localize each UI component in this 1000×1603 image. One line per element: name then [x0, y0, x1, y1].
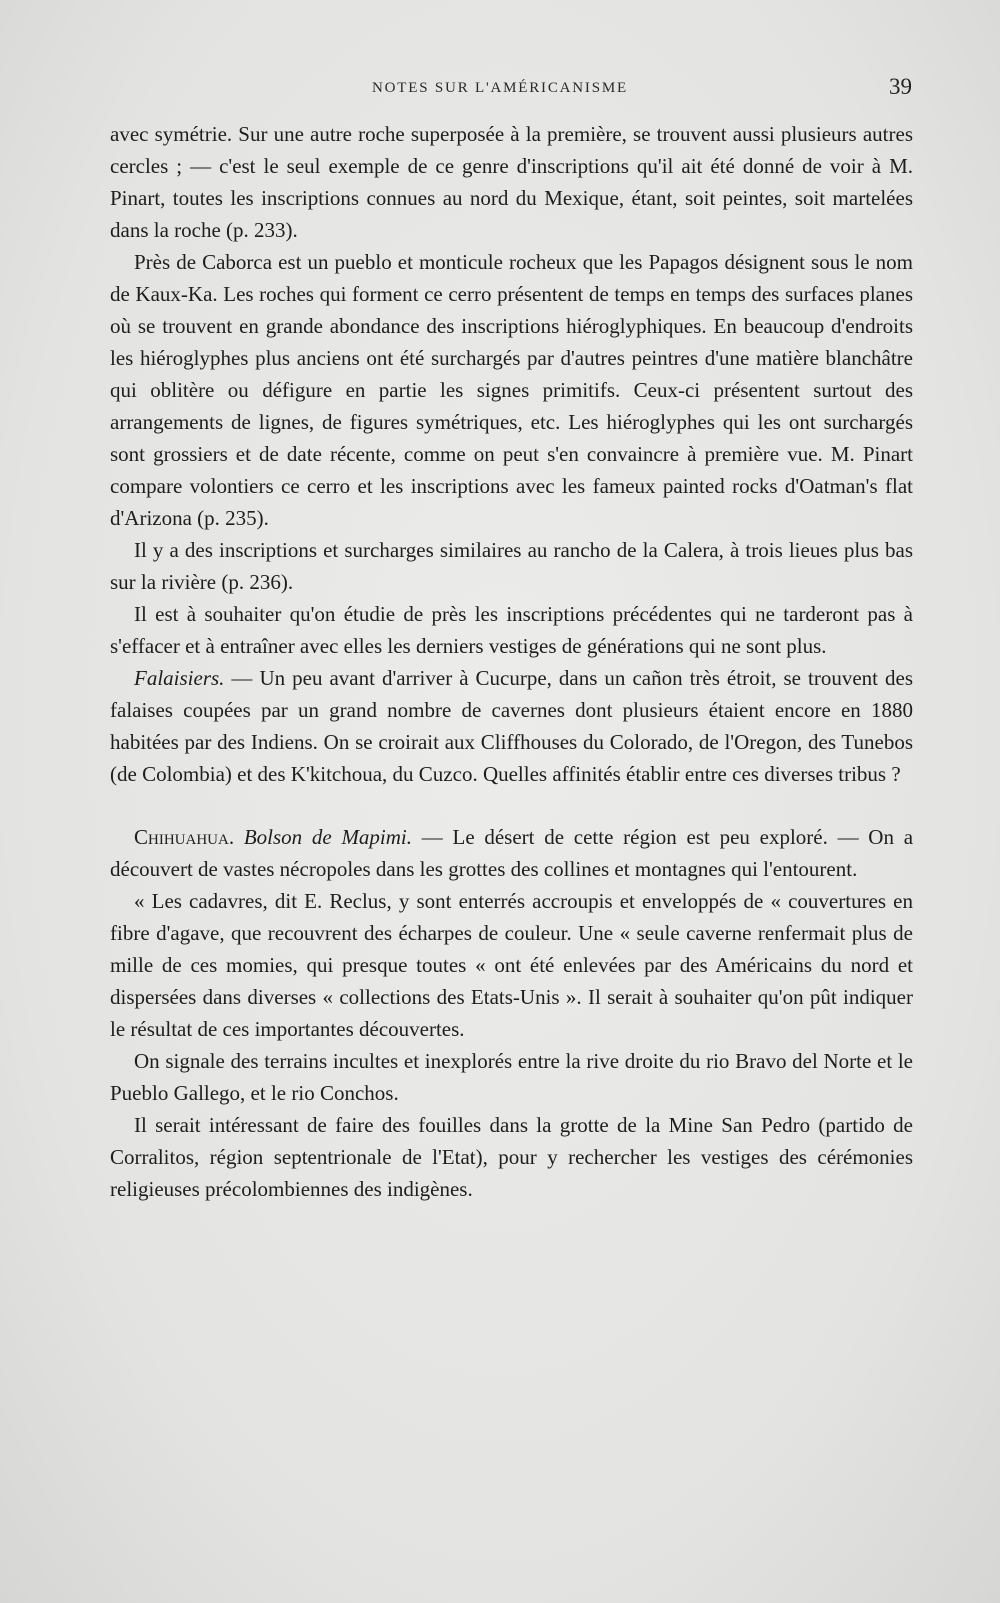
paragraph: Il y a des inscriptions et surcharges similaires au rancho de la Calera, à trois lieues plus bas sur la rivière (p. 236). [110, 538, 913, 594]
paragraph: On signale des terrains incultes et inexplorés entre la rive droite du rio Bravo del Norte et le Pueblo Gallego, et le rio Conchos. [110, 1049, 913, 1105]
paragraph: avec symétrie. Sur une autre roche superposée à la première, se trouvent aussi plusieurs autres cercles ; — c'est le seul exemple de ce genre d'inscriptions qu'il ait été donné de voir à M. Pinart, toutes les inscriptions connues au nord du Mexique, étant, soit peintes, soit martelées dans la roche (p. 233). [110, 122, 913, 242]
running-head [0, 74, 1000, 102]
paragraph-quotation: « Les cadavres, dit E. Reclus, y sont enterrés accroupis et enveloppés de « couvertures en fibre d'agave, que recouvrent des écharpes de couleur. Une « seule caverne renfermait plus de mille de ces momies, qui presque toutes « ont été enlevées par des Américains du nord et dispersées dans diverses « collections des Etats-Unis ». Il serait à souhaiter qu'on pût indiquer le résultat de ces importantes découvertes. [110, 889, 913, 1041]
section-gap [110, 790, 913, 821]
run-in-heading: Bolson de Mapimi. [243, 825, 413, 849]
paragraph-falaisiers [110, 662, 913, 790]
paragraph: Il est à souhaiter qu'on étudie de près les inscriptions précédentes qui ne tarderont pas à s'effacer et à entraîner avec elles les derniers vestiges de générations qui ne sont plus. [110, 602, 913, 658]
section-heading: Chihuahua. [134, 825, 235, 849]
body-text [110, 118, 913, 1205]
page-number: 39 [889, 74, 912, 99]
run-in-heading: Falaisiers. [134, 666, 225, 690]
paragraph: Il serait intéressant de faire des fouilles dans la grotte de la Mine San Pedro (partido de Corralitos, région septentrionale de l'Etat), pour y rechercher les vestiges des cérémonies religieuses précolombiennes des indigènes. [110, 1113, 913, 1201]
paragraph-text: — Un peu avant d'arriver à Cucurpe, dans un cañon très étroit, se trouvent des falaises coupées par un grand nombre de cavernes dont plusieurs étaient encore en 1880 habitées par des Indiens. On se croirait aux Cliffhouses du Colorado, de l'Oregon, des Tunebos (de Colombia) et des K'kitchoua, du Cuzco. Quelles affinités établir entre ces diverses tribus ? [110, 666, 913, 786]
running-title: NOTES SUR L'AMÉRICANISME [372, 80, 628, 96]
paragraph: Près de Caborca est un pueblo et monticule rocheux que les Papagos désignent sous le nom de Kaux-Ka. Les roches qui forment ce cerro présentent de temps en temps des surfaces planes où se trouvent en grande abondance des inscriptions hiéroglyphiques. En beaucoup d'endroits les hiéroglyphes plus anciens ont été surchargés par d'autres peintres d'une matière blanchâtre qui oblitère ou défigure en partie les signes primitifs. Ceux-ci présentent surtout des arrangements de lignes, de figures symétriques, etc. Les hiéroglyphes qui les ont surchargés sont grossiers et de date récente, comme on peut s'en convaincre à première vue. M. Pinart compare volontiers ce cerro et les inscriptions avec les fameux painted rocks d'Oatman's flat d'Arizona (p. 235). [110, 250, 913, 530]
paragraph-chihuahua [110, 821, 913, 885]
paragraph-text: — Le désert de cette région est peu exploré. — On a découvert de vastes nécropoles dans les grottes des collines et montagnes qui l'entourent. [110, 825, 914, 881]
